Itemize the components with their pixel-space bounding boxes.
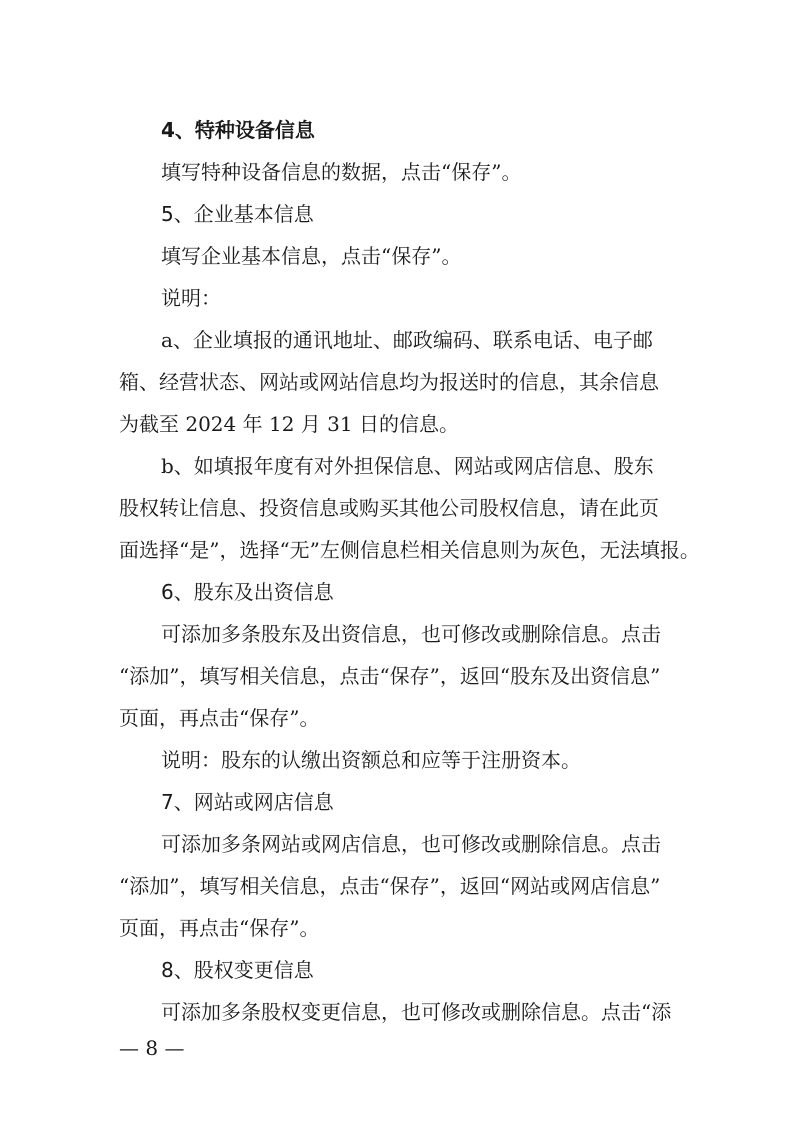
note-line: 说明：股东的认缴出资额总和应等于注册资本。 [161,748,581,772]
paragraph-line: 可添加多条股权变更信息，也可修改或删除信息。点击“添 [161,1000,672,1024]
heading-basic-info: 5、企业基本信息 [161,202,314,226]
paragraph-line: 为截至 2024 年 12 月 31 日的信息。 [119,412,459,436]
paragraph-line: 可添加多条网站或网店信息，也可修改或删除信息。点击 [161,832,661,856]
heading-website-info: 7、网站或网店信息 [161,790,334,814]
paragraph-line: 填写特种设备信息的数据，点击“保存”。 [161,160,522,184]
note-label: 说明： [161,286,221,310]
paragraph-line: 股权转让信息、投资信息或购买其他公司股权信息，请在此页 [119,496,659,520]
paragraph-line: “添加”，填写相关信息，点击“保存”，返回“股东及出资信息” [119,664,661,688]
heading-shareholder-info: 6、股东及出资信息 [161,580,334,604]
paragraph-line: a、企业填报的通讯地址、邮政编码、联系电话、电子邮 [161,328,653,352]
paragraph-line: “添加”，填写相关信息，点击“保存”，返回“网站或网店信息” [119,874,661,898]
paragraph-line: 填写企业基本信息，点击“保存”。 [161,244,462,268]
paragraph-line: 页面，再点击“保存”。 [119,916,320,940]
heading-special-equipment: 4、特种设备信息 [161,118,315,142]
paragraph-line: 可添加多条股东及出资信息，也可修改或删除信息。点击 [161,622,661,646]
heading-equity-change: 8、股权变更信息 [161,958,314,982]
paragraph-line: 面选择“是”，选择“无”左侧信息栏相关信息则为灰色，无法填报。 [119,538,700,562]
paragraph-line: b、如填报年度有对外担保信息、网站或网店信息、股东 [161,454,654,478]
page-number: — 8 — [119,1036,185,1060]
paragraph-line: 箱、经营状态、网站或网站信息均为报送时的信息，其余信息 [119,370,659,394]
paragraph-line: 页面，再点击“保存”。 [119,706,320,730]
